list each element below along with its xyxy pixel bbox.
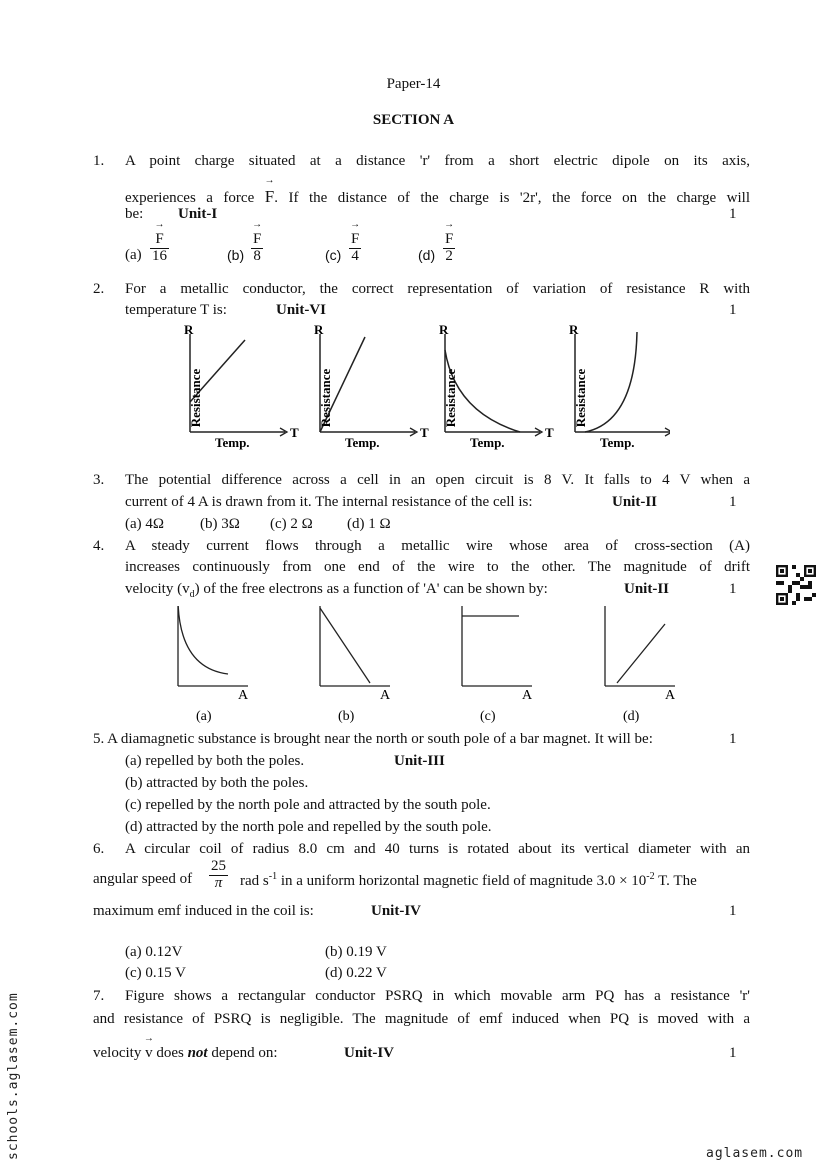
- q7-number: 7.: [93, 988, 105, 1004]
- q5-option-d: (d) attracted by the north pole and repelled by the south pole.: [125, 819, 492, 835]
- q6-option-a: (a) 0.12V: [125, 944, 183, 960]
- q3-number: 3.: [93, 472, 105, 488]
- x-axis-label: Temp.: [470, 435, 505, 450]
- q3-unit: Unit-II: [612, 494, 658, 510]
- q2-unit: Unit-VI: [276, 302, 327, 318]
- q4-graph-b: [298, 606, 391, 724]
- curve: [617, 624, 665, 683]
- q5-option-a: (a) repelled by both the poles.: [125, 753, 305, 769]
- qr-code-icon: [776, 565, 816, 605]
- y-axis-letter: R: [314, 322, 324, 337]
- x-axis-letter: T: [545, 425, 554, 440]
- q6-line2-rest: rad $s^{-1}$ in a uniform horizontal magnetic field of magnitude $3.0 \times 10^{-2}$ T. The: [240, 871, 697, 889]
- caption: (b): [338, 709, 355, 724]
- force-vector: → F: [265, 187, 274, 207]
- q5-option-c: (c) repelled by the north pole and attracted by the south pole.: [125, 797, 491, 813]
- caption: (a): [196, 709, 212, 724]
- q2-graph-d: [569, 322, 670, 450]
- q1-option-a-frac: → $\frac{F}{16}$: [150, 232, 169, 265]
- q1-number: 1.: [93, 153, 105, 169]
- q1-option-d-frac: → $\frac{F}{2}$: [443, 232, 455, 265]
- x-axis-label: Temp.: [215, 435, 250, 450]
- q3-option-b: (b) 3Ω: [200, 516, 240, 532]
- q7-unit: Unit-IV: [344, 1045, 395, 1061]
- x-axis-label: A: [522, 688, 533, 703]
- q1-line2: [125, 187, 750, 207]
- q1-line2b: . If the distance of the charge is '2r', the force on the charge will: [274, 190, 751, 206]
- q4-number: 4.: [93, 538, 105, 554]
- y-axis-letter: R: [439, 322, 449, 337]
- q7-line2: and resistance of PSRQ is negligible. The magnitude of emf induced when PQ is moved with a: [93, 1011, 750, 1027]
- q6-line1: A circular coil of radius 8.0 cm and 40 turns is rotated about its vertical diameter with an: [125, 841, 750, 857]
- q2-number: 2.: [93, 281, 105, 297]
- q3-marks: 1: [729, 494, 737, 510]
- q2-graph-a: [184, 322, 299, 450]
- paper-label: Paper-14: [386, 76, 441, 92]
- y-axis-label: Resistance: [318, 368, 333, 428]
- q4-graph-d: [583, 606, 676, 724]
- section-title: SECTION A: [372, 112, 455, 128]
- q2-graph-c: [439, 322, 554, 450]
- q3-option-d: (d) 1 Ω: [347, 516, 391, 532]
- q3-option-a: (a) 4Ω: [125, 516, 165, 532]
- x-axis-letter: T: [420, 425, 429, 440]
- q2-graph-b: [314, 322, 429, 450]
- q4-unit: Unit-II: [624, 581, 670, 597]
- q2-graphs: [170, 322, 670, 457]
- q1-options: [125, 230, 485, 278]
- q3-line1: The potential difference across a cell in an open circuit is 8 V. It falls to 4 V when a: [125, 472, 750, 488]
- y-axis-letter: R: [184, 322, 194, 337]
- q4-graph-a: [156, 606, 249, 724]
- q4-line2: increases continuously from one end of the wire to the other. The magnitude of drift: [125, 559, 750, 575]
- q1-option-b-frac: → $\frac{F}{8}$: [251, 232, 263, 265]
- x-axis-label: Temp.: [345, 435, 380, 450]
- q1-option-a-label: (a): [125, 247, 142, 263]
- footer-watermark: aglasem.com: [706, 1146, 804, 1161]
- q7-line3: velocity → v does not depend on:: [93, 1045, 278, 1062]
- q7-line1: Figure shows a rectangular conductor PSRQ in which movable arm PQ has a resistance 'r': [125, 988, 750, 1004]
- q7-marks: 1: [729, 1045, 737, 1061]
- q6-option-d: (d) 0.22 V: [325, 965, 387, 981]
- side-watermark: schools.aglasem.com: [6, 992, 21, 1160]
- q4-line1: A steady current flows through a metallic wire whose area of cross-section (A): [125, 538, 750, 554]
- q3-line2: current of 4 A is drawn from it. The internal resistance of the cell is:: [125, 494, 533, 510]
- q6-line2a: angular speed of: [93, 871, 193, 887]
- q2-line2: temperature T is:: [125, 302, 227, 318]
- caption: (d): [623, 709, 640, 724]
- q1-line3: be:: [125, 206, 144, 222]
- q6-number: 6.: [93, 841, 105, 857]
- curve: [320, 608, 370, 683]
- curve: [585, 332, 637, 432]
- q6-marks: 1: [729, 903, 737, 919]
- q2-line1: For a metallic conductor, the correct representation of variation of resistance R with: [125, 281, 750, 297]
- q1-line1: A point charge situated at a distance 'r' from a short electric dipole on its axis,: [125, 153, 750, 169]
- curve: [178, 606, 228, 674]
- caption: (c): [480, 709, 496, 724]
- x-axis-label: A: [665, 688, 676, 703]
- q4-graph-c: [440, 606, 533, 724]
- x-axis-letter: T: [290, 425, 299, 440]
- q6-option-c: (c) 0.15 V: [125, 965, 186, 981]
- q3-option-c: (c) 2 Ω: [270, 516, 313, 532]
- q1-unit: Unit-I: [178, 206, 218, 222]
- y-axis-label: Resistance: [573, 368, 588, 428]
- q1-option-d-label: (d): [418, 247, 436, 263]
- x-axis-label: A: [380, 688, 391, 703]
- y-axis-letter: R: [569, 322, 579, 337]
- q5-line1: 5. A diamagnetic substance is brought near the north or south pole of a bar magnet. It will be:: [93, 731, 653, 747]
- q5-marks: 1: [729, 731, 737, 747]
- q5-option-b: (b) attracted by both the poles.: [125, 775, 309, 791]
- q4-line3: velocity $(v_d)$ of the free electrons as a function of 'A' can be shown by:: [125, 581, 548, 600]
- q1-line2a: experiences a force: [125, 190, 255, 206]
- q5-unit: Unit-III: [394, 753, 445, 769]
- y-axis-label: Resistance: [443, 368, 458, 428]
- velocity-vector: → v: [145, 1045, 153, 1062]
- y-axis-label: Resistance: [188, 368, 203, 428]
- q6-unit: Unit-IV: [371, 903, 422, 919]
- q4-graphs: [140, 606, 700, 724]
- x-axis-label: A: [238, 688, 249, 703]
- q6-fraction: $\frac{25}{\pi}$: [211, 858, 226, 891]
- q2-marks: 1: [729, 302, 737, 318]
- q6-line3: maximum emf induced in the coil is:: [93, 903, 314, 919]
- x-axis-label: Temp.: [600, 435, 635, 450]
- q6-option-b: (b) 0.19 V: [325, 944, 387, 960]
- q1-option-c-frac: → $\frac{F}{4}$: [349, 232, 361, 265]
- q1-marks: 1: [729, 206, 737, 222]
- q1-option-b-label: (b): [227, 247, 245, 263]
- q1-option-c-label: (c): [325, 247, 342, 263]
- q4-marks: 1: [729, 581, 737, 597]
